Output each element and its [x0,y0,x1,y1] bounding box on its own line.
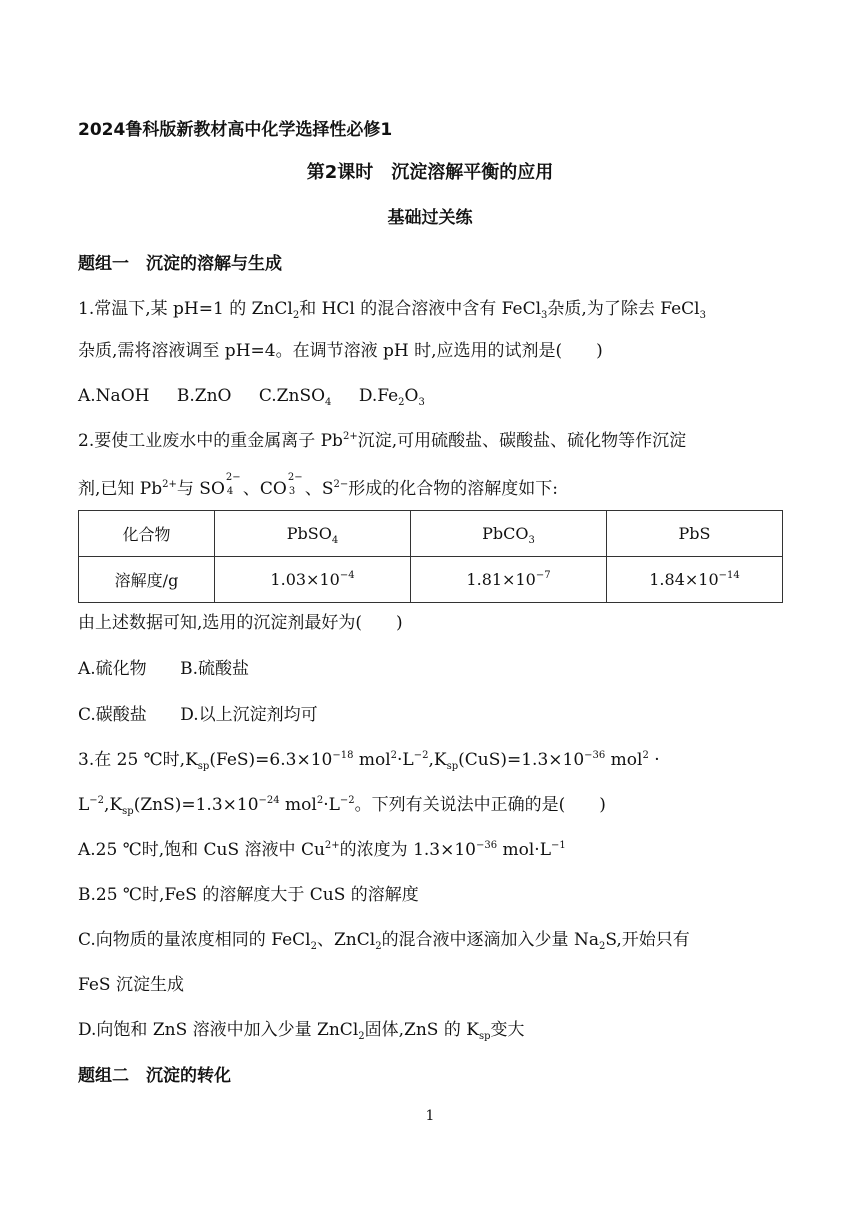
question-3-option-b: B.25 ℃时,FeS 的溶解度大于 CuS 的溶解度 [78,885,419,905]
question-3-option-a: A.25 ℃时,饱和 CuS 溶液中 $Cu^{2+}$的浓度为 $1.3\times 10^{-36}$ $mol\cdot L^{-1}$ [78,840,566,860]
option-c: C.ZnSO$_4$ [258,386,332,408]
document-header: 2024鲁科版新教材高中化学选择性必修1 [78,120,393,140]
question-2-options-row-2 [78,703,318,727]
question-3-line-2: $L^{-2},K_{sp}(ZnS)=1.3\times 10^{-24}$ $mol^2\cdot L^{-2}$。下列有关说法中正确的是( ) [78,795,606,817]
table-header-cell: PbS [607,511,783,557]
table-header-cell: PbCO$_3$ [411,511,607,557]
question-3-option-c-line-1: C.向物质的量浓度相同的 FeCl$_2$、ZnCl$_2$的混合液中逐滴加入少量 $Na_2S$,开始只有 [78,930,690,952]
table-cell: $1.84\times 10^{-14}$ [607,557,783,603]
table-cell: $1.03\times 10^{-4}$ [215,557,411,603]
question-3-option-c-line-2: FeS 沉淀生成 [78,975,184,995]
table-row [79,557,783,603]
solubility-table [78,510,783,603]
option-b: B.硫酸盐 [180,659,249,679]
option-c: C.碳酸盐 [78,705,147,725]
option-a: A.硫化物 [78,659,147,679]
group-heading-2: 题组二 沉淀的转化 [78,1066,231,1086]
lesson-title: 第2课时 沉淀溶解平衡的应用 [306,162,554,183]
question-3-option-d: D.向饱和 ZnS 溶液中加入少量 ZnCl$_2$固体,ZnS 的 $K_{sp}$变大 [78,1020,525,1042]
question-2-line-3: 由上述数据可知,选用的沉淀剂最好为( ) [78,613,403,633]
table-cell: $1.81\times 10^{-7}$ [411,557,607,603]
question-1-line-2: 杂质,需将溶液调至 pH=4。在调节溶液 pH 时,应选用的试剂是( ) [78,341,603,361]
table-row [79,511,783,557]
option-d: D.以上沉淀剂均可 [180,705,318,725]
option-b: B.ZnO [176,386,232,406]
question-2-line-2: 剂,已知 $Pb^{2+}$与 SO 2− 4 、CO 2− 3 、$S^{2-}$形成的化合物的溶解度如下: [78,472,558,499]
question-1-line-1: 1.常温下,某 pH=1 的 ZnCl$_2$和 HCl 的混合溶液中含有 FeCl$_3$杂质,为了除去 FeCl$_3$ [78,299,706,321]
page-number: 1 [425,1108,435,1124]
section-subtitle: 基础过关练 [387,208,473,228]
table-header-cell: PbSO$_4$ [215,511,411,557]
option-d: $D.Fe_2O_3$ [358,386,425,408]
table-cell: 溶解度/g [79,557,215,603]
table-header-cell: 化合物 [79,511,215,557]
question-2-options-row-1 [78,657,249,681]
question-1-options [78,384,425,411]
group-heading-1: 题组一 沉淀的溶解与生成 [78,254,282,274]
option-a: A.NaOH [78,386,150,406]
question-3-line-1: 3.在 25 ℃时$,K_{sp}(FeS)=6.3\times 10^{-18}$ $mol^2\cdot L^{-2},K_{sp}(CuS)=1.3\times 10^{-36}$ mol$^2$ · [78,750,660,772]
question-2-line-1: 2.要使工业废水中的重金属离子 $Pb^{2+}$沉淀,可用硫酸盐、碳酸盐、硫化物等作沉淀 [78,431,687,451]
